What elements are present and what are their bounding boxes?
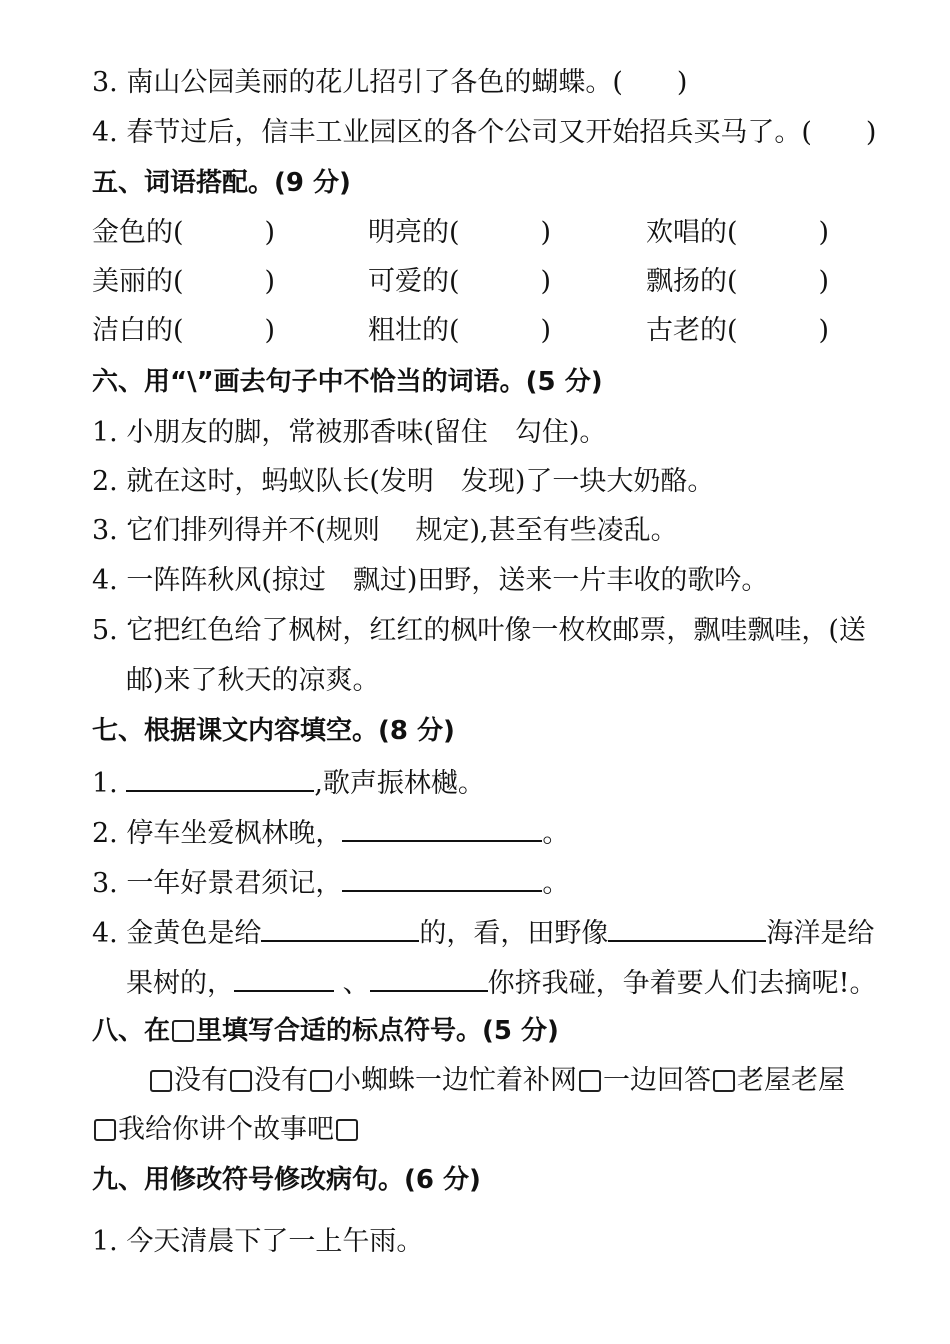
match-cell: 明亮的( )	[368, 217, 552, 248]
punctuation-box[interactable]	[713, 1070, 735, 1092]
fill-question: 3. 一年好景君须记， 。	[92, 864, 569, 898]
question-item: 3. 南山公园美丽的花儿招引了各色的蝴蝶。( )	[92, 67, 688, 98]
section-8-heading: 八、在 里填写合适的标点符号。(5 分)	[92, 1016, 559, 1046]
question-item: 1. 今天清晨下了一上午雨。	[92, 1226, 424, 1257]
match-cell: 欢唱的( )	[646, 217, 830, 248]
fill-question-continued: 果树的， 、 你挤我碰，争着要人们去摘呢!。	[126, 964, 876, 998]
fill-question: 1. ,歌声振林樾。	[92, 764, 485, 798]
punctuation-box[interactable]	[94, 1119, 116, 1141]
punctuation-box[interactable]	[579, 1070, 601, 1092]
answer-blank[interactable]	[126, 764, 314, 792]
punctuation-box[interactable]	[310, 1070, 332, 1092]
punctuation-box[interactable]	[336, 1119, 358, 1141]
match-cell: 粗壮的( )	[368, 315, 552, 346]
punctuation-box[interactable]	[150, 1070, 172, 1092]
match-cell: 美丽的( )	[92, 266, 276, 297]
answer-blank[interactable]	[608, 914, 766, 942]
question-item: 4. 一阵阵秋风(掠过 飘过)田野，送来一片丰收的歌吟。	[92, 565, 769, 596]
section-6-heading: 六、用“\”画去句子中不恰当的词语。(5 分)	[92, 367, 603, 397]
question-item-continued: 邮)来了秋天的凉爽。	[126, 665, 380, 696]
answer-blank[interactable]	[234, 964, 334, 992]
answer-blank[interactable]	[370, 964, 488, 992]
fill-question: 4. 金黄色是给 的，看，田野像 海洋是给	[92, 914, 874, 948]
match-cell: 洁白的( )	[92, 315, 276, 346]
section-9-heading: 九、用修改符号修改病句。(6 分)	[92, 1165, 481, 1195]
answer-blank[interactable]	[261, 914, 419, 942]
match-cell: 可爱的( )	[368, 266, 552, 297]
punctuation-box[interactable]	[230, 1070, 252, 1092]
fill-question: 2. 停车坐爱枫林晚， 。	[92, 814, 569, 848]
punctuation-paragraph: 没有 没有 小蜘蛛一边忙着补网 一边回答 老屋老屋	[148, 1064, 845, 1098]
section-5-heading: 五、词语搭配。(9 分)	[92, 168, 351, 198]
section-7-heading: 七、根据课文内容填空。(8 分)	[92, 716, 455, 746]
question-item: 4. 春节过后，信丰工业园区的各个公司又开始招兵买马了。( )	[92, 117, 877, 148]
match-cell: 飘扬的( )	[646, 266, 830, 297]
question-item: 1. 小朋友的脚，常被那香味(留住 勾住)。	[92, 417, 607, 448]
answer-blank[interactable]	[342, 864, 542, 892]
punctuation-paragraph-continued: 我给你讲个故事吧	[92, 1113, 360, 1147]
answer-blank[interactable]	[342, 814, 542, 842]
match-cell: 金色的( )	[92, 217, 276, 248]
punctuation-box-icon	[172, 1020, 194, 1042]
question-item: 5. 它把红色给了枫树，红红的枫叶像一枚枚邮票，飘哇飘哇，(送	[92, 615, 866, 646]
match-cell: 古老的( )	[646, 315, 830, 346]
question-item: 3. 它们排列得并不(规则 规定),甚至有些凌乱。	[92, 515, 678, 546]
question-item: 2. 就在这时，蚂蚁队长(发明 发现)了一块大奶酪。	[92, 466, 715, 497]
